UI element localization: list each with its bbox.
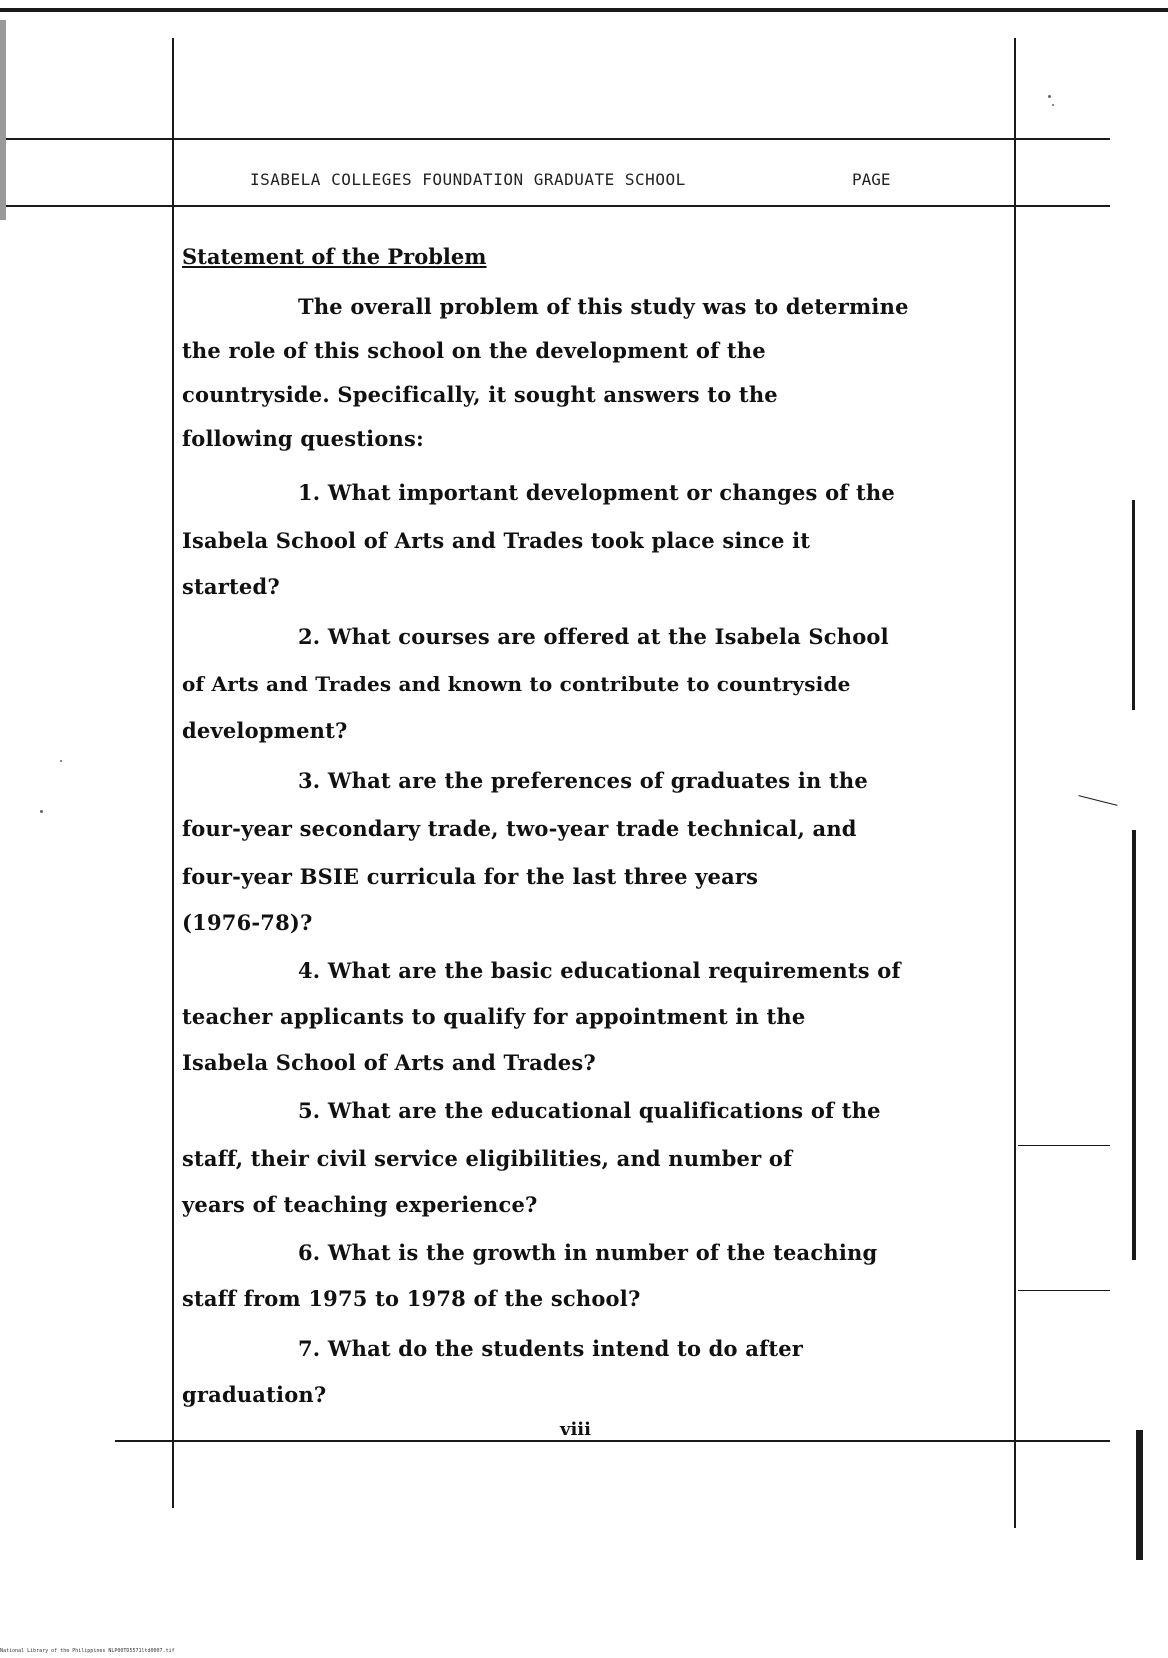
side-tick-1 [1018,1145,1110,1146]
scan-footer: National Library of the Philippines NLP00TD5571ltd0007.tif [0,1648,175,1654]
body-line: four-year BSIE curricula for the last three years [182,864,759,889]
body-line: started? [182,574,280,599]
body-line: 6. What is the growth in number of the teaching [298,1240,878,1265]
speck [60,760,62,762]
body-line: four-year secondary trade, two-year trade technical, and [182,816,857,841]
speck [1052,104,1054,106]
body-line: following questions: [182,426,424,451]
top-border [0,8,1168,12]
body-line: 2. What courses are offered at the Isabela School [298,624,889,649]
page-label: PAGE [852,170,891,189]
institution-header: ISABELA COLLEGES FOUNDATION GRADUATE SCHOOL [250,170,686,189]
body-line: staff from 1975 to 1978 of the school? [182,1286,641,1311]
right-edge-mark-2 [1132,830,1136,1260]
right-edge-mark-1 [1132,500,1135,710]
left-margin-line [172,38,174,1508]
body-line: The overall problem of this study was to determine [298,294,909,319]
speck [1048,95,1051,98]
body-line: 3. What are the preferences of graduates in the [298,768,868,793]
section-title: Statement of the Problem [182,244,487,269]
body-line: 1. What important development or changes of the [298,480,895,505]
body-line: 5. What are the educational qualifications of the [298,1098,881,1123]
header-bottom-rule [0,205,1110,207]
body-line: teacher applicants to qualify for appointment in the [182,1004,806,1029]
body-line: Isabela School of Arts and Trades took place since it [182,528,811,553]
body-line: the role of this school on the development of the [182,338,766,363]
body-line: development? [182,718,348,743]
body-line: staff, their civil service eligibilities, and number of [182,1146,793,1171]
footer-rule [115,1440,1110,1442]
body-line: countryside. Specifically, it sought answers to the [182,382,778,407]
body-line: Isabela School of Arts and Trades? [182,1050,596,1075]
body-line: years of teaching experience? [182,1192,538,1217]
body-line: graduation? [182,1382,327,1407]
body-line: 4. What are the basic educational requirements of [298,958,901,983]
side-tick-2 [1018,1290,1110,1291]
body-line: of Arts and Trades and known to contribute to countryside [182,672,851,696]
left-edge-scan [0,20,6,220]
header-top-rule [0,138,1110,140]
side-scratch [1078,795,1117,806]
body-line: (1976-78)? [182,910,313,935]
body-line: 7. What do the students intend to do after [298,1336,804,1361]
right-edge-mark-3 [1136,1430,1143,1560]
speck [40,810,43,813]
right-margin-line [1014,38,1016,1528]
page-number: viii [560,1419,591,1440]
